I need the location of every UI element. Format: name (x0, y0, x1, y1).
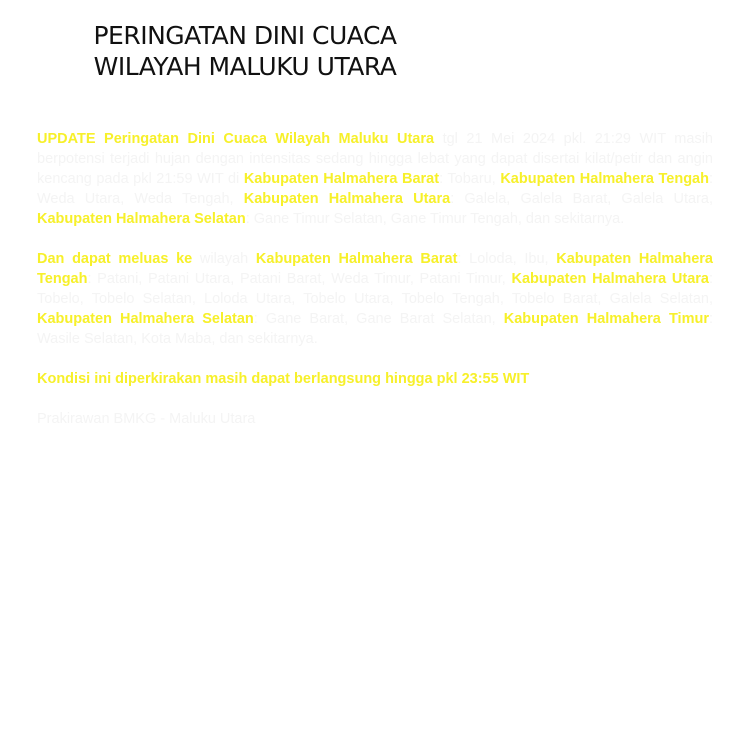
update-heading: UPDATE Peringatan Dini Cuaca Wilayah Maluku Utara (37, 131, 435, 147)
paragraph-expansion (37, 249, 713, 349)
duration-notice: Kondisi ini diperkirakan masih dapat berlangsung hingga pkl 23:55 WIT (37, 371, 530, 387)
title-line-1: PERINGATAN DINI CUACA (93, 21, 397, 50)
title-line-2: WILAYAH MALUKU UTARA (93, 52, 397, 81)
expansion-heading: Dan dapat meluas ke (37, 251, 193, 267)
region-halmahera-tengah: Kabupaten Halmahera Tengah (500, 171, 709, 187)
paragraph-update (37, 129, 713, 229)
districts-text: : Gane Barat, Gane Barat Selatan, (253, 311, 504, 327)
page-title (60, 20, 430, 82)
region-halmahera-selatan: Kabupaten Halmahera Selatan (37, 311, 254, 327)
update-text: tgl 21 Mei 2024 pkl. 21:29 WIT masih berpotensi terjadi hujan dengan intensitas sedang hingga lebat yang dapat disertai kilat/petir dan angin kencang pada pkl 21:59 WIT di (37, 131, 713, 187)
districts-text: : Gane Timur Selatan, Gane Timur Tengah, dan sekitarnya. (245, 211, 625, 227)
region-halmahera-selatan: Kabupaten Halmahera Selatan (37, 211, 246, 227)
region-halmahera-utara: Kabupaten Halmahera Utara (243, 191, 451, 207)
region-halmahera-utara: Kabupaten Halmahera Utara (511, 271, 709, 287)
expansion-text: wilayah (192, 251, 256, 267)
districts-text: : Patani, Patani Utara, Patani Barat, Weda Timur, Patani Timur, (87, 271, 512, 287)
districts-text: : Tobaru, (439, 171, 501, 187)
districts-text: : Loloda, Ibu, (457, 251, 557, 267)
districts-text: : Tobelo, Tobelo Selatan, Loloda Utara, Tobelo Utara, Tobelo Tengah, Tobelo Barat, Galela Selatan, (37, 271, 714, 307)
districts-text: : Galela, Galela Barat, Galela Utara, (450, 191, 713, 207)
region-halmahera-tengah: Kabupaten Halmahera Tengah (37, 251, 713, 287)
forecaster-credit: Prakirawan BMKG - Maluku Utara (37, 411, 256, 427)
region-halmahera-barat: Kabupaten Halmahera Barat (255, 251, 458, 267)
region-halmahera-timur: Kabupaten Halmahera Timur (503, 311, 709, 327)
region-halmahera-barat: Kabupaten Halmahera Barat (243, 171, 440, 187)
warning-body (37, 129, 713, 449)
districts-text: : Wasile Selatan, Kota Maba, dan sekitarnya. (37, 311, 713, 347)
districts-text: : Weda Utara, Weda Tengah, (37, 171, 713, 207)
